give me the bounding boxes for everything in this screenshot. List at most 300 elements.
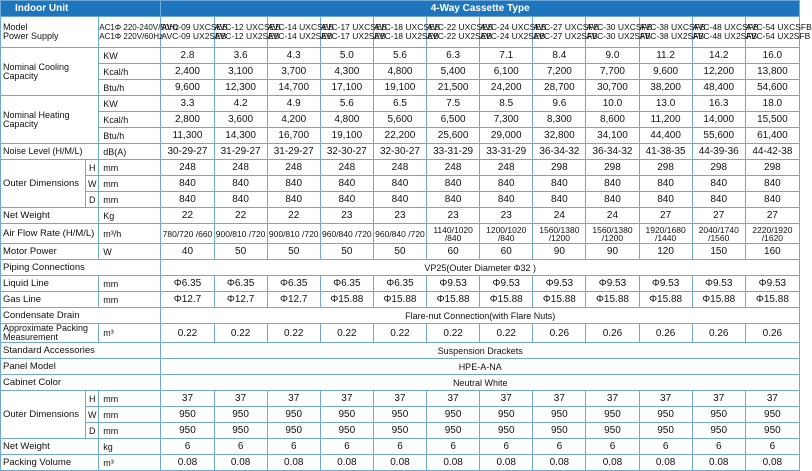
value-cell: 16.0	[745, 48, 799, 64]
value-cell: 950	[639, 407, 692, 423]
value-cell: 37	[745, 391, 799, 407]
value-cell: 120	[639, 244, 692, 260]
value-cell: 0.08	[480, 455, 533, 471]
value-cell: 840	[745, 176, 799, 192]
value-cell: 30-29-27	[161, 144, 214, 160]
value-cell: 950	[586, 423, 639, 439]
noise-level-label: Noise Level (H/M/L)	[1, 144, 99, 160]
value-cell: 37	[320, 391, 373, 407]
heating-capacity-unit: Btu/h	[99, 128, 161, 144]
motor-power-row	[1, 244, 800, 260]
value-cell: Φ12.7	[214, 292, 267, 308]
value-cell: 32-30-27	[373, 144, 426, 160]
heating-capacity-row	[1, 112, 800, 128]
value-cell: Φ9.53	[692, 276, 745, 292]
value-cell: 44,400	[639, 128, 692, 144]
value-cell: 12,200	[692, 64, 745, 80]
value-cell: 900/810 /720	[267, 224, 320, 244]
value-cell: Φ9.53	[745, 276, 799, 292]
value-cell: 90	[586, 244, 639, 260]
piping-connections-value: VP25(Outer Diameter Φ32 )	[161, 260, 800, 276]
value-cell: 4,300	[320, 64, 373, 80]
model-name-line1: AVC-48 UXCSFB	[692, 22, 759, 32]
value-cell: Φ12.7	[267, 292, 320, 308]
value-cell: 6.3	[427, 48, 480, 64]
value-cell: 0.08	[745, 455, 799, 471]
model-cell	[427, 17, 494, 48]
value-cell: 6.5	[373, 96, 426, 112]
value-cell: 0.22	[214, 324, 267, 343]
power-supply-cell	[99, 17, 179, 48]
value-cell: 11,200	[639, 112, 692, 128]
value-cell: 18.0	[745, 96, 799, 112]
value-cell: 950	[161, 407, 214, 423]
value-cell: 9,600	[639, 64, 692, 80]
model-name-line1: AVC-17 UXCSEB	[320, 22, 388, 32]
value-cell: 5,600	[373, 112, 426, 128]
piping-connections-row	[1, 260, 800, 276]
value-cell: 840	[320, 192, 373, 208]
value-cell: 0.08	[586, 455, 639, 471]
value-cell: 840	[427, 176, 480, 192]
value-cell: 22,200	[373, 128, 426, 144]
outer-dimensions-row	[1, 160, 800, 176]
value-cell: 6	[692, 439, 745, 455]
value-cell: 11,300	[161, 128, 214, 144]
outer-dimensions-row	[1, 192, 800, 208]
value-cell: 950	[161, 423, 214, 439]
noise-level-row	[1, 144, 800, 160]
value-cell: 840	[267, 176, 320, 192]
model-name-line1: AVC-09 UXCSEB	[161, 22, 228, 32]
value-cell: 23	[427, 208, 480, 224]
value-cell: 50	[267, 244, 320, 260]
value-cell: 50	[373, 244, 426, 260]
value-cell: Φ15.88	[692, 292, 745, 308]
value-cell: 8.4	[533, 48, 586, 64]
value-cell: Φ15.88	[586, 292, 639, 308]
value-cell: 160	[745, 244, 799, 260]
liquid-line-label: Liquid Line	[1, 276, 99, 292]
value-cell: 29,000	[480, 128, 533, 144]
value-cell: 6	[427, 439, 480, 455]
model-name-line2: AVC-17 UX2SEB	[320, 31, 386, 41]
value-cell: Φ15.88	[373, 292, 426, 308]
piping-connections-label: Piping Connections	[1, 260, 161, 276]
value-cell: 16.3	[692, 96, 745, 112]
indoor-unit-header: Indoor Unit	[1, 1, 161, 17]
value-cell: 2,800	[161, 112, 214, 128]
value-cell: 4.3	[267, 48, 320, 64]
value-cell: 0.08	[692, 455, 745, 471]
value-cell: 960/840 /720	[320, 224, 373, 244]
value-cell: 0.22	[320, 324, 373, 343]
value-cell: 3.6	[214, 48, 267, 64]
value-cell: Φ15.88	[639, 292, 692, 308]
value-cell: 41-38-35	[639, 144, 692, 160]
value-cell: 37	[427, 391, 480, 407]
value-cell: 960/840 /720	[373, 224, 426, 244]
outer-dimensions-unit: mm	[99, 176, 161, 192]
cooling-capacity-row	[1, 80, 800, 96]
packing-measure-label: Approximate Packing Measurement	[1, 324, 99, 343]
power-supply-50hz: AC1Φ 220-240V/50Hz	[99, 23, 179, 32]
power-supply-60hz: AC1Φ 220V/60Hz	[99, 32, 163, 41]
packing-measure-unit: m³	[99, 324, 161, 343]
panel-dimensions-unit: mm	[99, 423, 161, 439]
value-cell: 25,600	[427, 128, 480, 144]
value-cell: 840	[692, 192, 745, 208]
panel-dimensions-axis: W	[86, 407, 99, 423]
value-cell: 6	[745, 439, 799, 455]
value-cell: 90	[533, 244, 586, 260]
value-cell: 5.6	[320, 96, 373, 112]
value-cell: 0.26	[745, 324, 799, 343]
model-label	[1, 17, 99, 48]
value-cell: 840	[480, 192, 533, 208]
model-name-line2: AVC-12 UX2SEB	[214, 31, 280, 41]
value-cell: 950	[373, 423, 426, 439]
model-cell	[745, 17, 812, 48]
value-cell: 6,500	[427, 112, 480, 128]
value-cell: 0.26	[639, 324, 692, 343]
model-cell	[320, 17, 388, 48]
value-cell: 30,700	[586, 80, 639, 96]
value-cell: 248	[267, 160, 320, 176]
value-cell: 298	[745, 160, 799, 176]
spec-table-body	[1, 1, 812, 471]
value-cell: 9.0	[586, 48, 639, 64]
value-cell: 900/810 /720	[214, 224, 267, 244]
value-cell: 61,400	[745, 128, 799, 144]
value-cell: 150	[692, 244, 745, 260]
value-cell: 950	[480, 423, 533, 439]
value-cell: 6	[639, 439, 692, 455]
heating-capacity-unit: KW	[99, 96, 161, 112]
motor-power-unit: W	[99, 244, 161, 260]
value-cell: 3,700	[267, 64, 320, 80]
standard-accessories-value: Suspension Drackets	[161, 343, 800, 359]
model-name-line1: AVC-24 UXCSEB	[480, 22, 547, 32]
value-cell: 37	[267, 391, 320, 407]
value-cell: 0.26	[692, 324, 745, 343]
value-cell: 27	[692, 208, 745, 224]
outer-dimensions-label: Outer Dimensions	[1, 160, 86, 208]
value-cell: 48,400	[692, 80, 745, 96]
value-cell: 840	[692, 176, 745, 192]
air-flow-unit: m³/h	[99, 224, 161, 244]
value-cell: 950	[373, 407, 426, 423]
value-cell: 1140/1020 /840	[427, 224, 480, 244]
value-cell: 840	[214, 192, 267, 208]
model-name-line1: AVC-14 UXCSEB	[267, 22, 335, 32]
value-cell: 22	[267, 208, 320, 224]
value-cell: 7,700	[586, 64, 639, 80]
value-cell: 840	[427, 192, 480, 208]
value-cell: 7,300	[480, 112, 533, 128]
outer-dimensions-axis: W	[86, 176, 99, 192]
value-cell: Φ15.88	[745, 292, 799, 308]
value-cell: 298	[639, 160, 692, 176]
gas-line-label: Gas Line	[1, 292, 99, 308]
value-cell: 840	[586, 192, 639, 208]
value-cell: 15,500	[745, 112, 799, 128]
cabinet-color-label: Cabinet Color	[1, 375, 161, 391]
value-cell: 950	[745, 423, 799, 439]
value-cell: 0.22	[427, 324, 480, 343]
value-cell: 4,200	[267, 112, 320, 128]
model-name-line2: AVC-38 UX2SFB	[639, 31, 705, 41]
value-cell: 31-29-27	[267, 144, 320, 160]
value-cell: 33-31-29	[427, 144, 480, 160]
value-cell: 0.26	[586, 324, 639, 343]
outer-dimensions-row	[1, 176, 800, 192]
heating-capacity-row	[1, 128, 800, 144]
heating-capacity-row	[1, 96, 800, 112]
value-cell: 13.0	[639, 96, 692, 112]
panel-dimensions-row	[1, 391, 800, 407]
value-cell: 6	[586, 439, 639, 455]
value-cell: 950	[480, 407, 533, 423]
value-cell: 840	[161, 192, 214, 208]
value-cell: 0.08	[214, 455, 267, 471]
cabinet-color-value: Neutral White	[161, 375, 800, 391]
model-name-line1: AVC-18 UXCSEB	[373, 22, 441, 32]
model-cell	[533, 17, 600, 48]
value-cell: 44-39-36	[692, 144, 745, 160]
packing-volume-row	[1, 455, 800, 471]
model-row	[1, 17, 800, 48]
air-flow-label: Air Flow Rate (H/M/L)	[1, 224, 99, 244]
model-label-line1: Model	[3, 22, 28, 32]
value-cell: 950	[320, 407, 373, 423]
value-cell: 0.22	[267, 324, 320, 343]
condensate-drain-value: Flare-nut Connection(with Flare Nuts)	[161, 308, 800, 324]
value-cell: 840	[214, 176, 267, 192]
value-cell: 950	[320, 423, 373, 439]
value-cell: 54,600	[745, 80, 799, 96]
model-name-line1: AVC-12 UXCSEB	[214, 22, 281, 32]
value-cell: 14,700	[267, 80, 320, 96]
value-cell: 248	[480, 160, 533, 176]
value-cell: 37	[692, 391, 745, 407]
value-cell: 0.26	[533, 324, 586, 343]
model-name-line1: AVC-54 UXCSFB	[745, 22, 812, 32]
value-cell: 24	[533, 208, 586, 224]
value-cell: 6	[320, 439, 373, 455]
value-cell: 4.9	[267, 96, 320, 112]
value-cell: 50	[214, 244, 267, 260]
value-cell: 840	[373, 192, 426, 208]
value-cell: 950	[427, 407, 480, 423]
value-cell: 2220/1920 /1620	[745, 224, 799, 244]
value-cell: 3,600	[214, 112, 267, 128]
value-cell: 950	[214, 407, 267, 423]
value-cell: 4,800	[373, 64, 426, 80]
outer-dimensions-axis: H	[86, 160, 99, 176]
value-cell: 0.08	[267, 455, 320, 471]
value-cell: 21,500	[427, 80, 480, 96]
value-cell: 27	[639, 208, 692, 224]
value-cell: 840	[639, 176, 692, 192]
value-cell: 840	[373, 176, 426, 192]
gas-line-row	[1, 292, 800, 308]
value-cell: 7.5	[427, 96, 480, 112]
packing-volume-unit: m³	[99, 455, 161, 471]
value-cell: 0.22	[161, 324, 214, 343]
value-cell: 14,300	[214, 128, 267, 144]
value-cell: 19,100	[373, 80, 426, 96]
value-cell: 5,400	[427, 64, 480, 80]
value-cell: 19,100	[320, 128, 373, 144]
model-name-line2: AVC-24 UX2SEB	[480, 31, 546, 41]
model-name-line2: AVC-30 UX2SFB	[586, 31, 651, 41]
cooling-capacity-unit: Btu/h	[99, 80, 161, 96]
value-cell: Φ15.88	[427, 292, 480, 308]
value-cell: 840	[320, 176, 373, 192]
value-cell: 3,100	[214, 64, 267, 80]
value-cell: 31-29-27	[214, 144, 267, 160]
value-cell: 248	[320, 160, 373, 176]
value-cell: 950	[692, 423, 745, 439]
value-cell: 950	[639, 423, 692, 439]
value-cell: 32,800	[533, 128, 586, 144]
value-cell: 22	[214, 208, 267, 224]
panel-model-label: Panel Model	[1, 359, 161, 375]
value-cell: 2040/1740 /1560	[692, 224, 745, 244]
value-cell: Φ15.88	[480, 292, 533, 308]
panel-dimensions-unit: mm	[99, 407, 161, 423]
value-cell: 0.22	[480, 324, 533, 343]
value-cell: 33-31-29	[480, 144, 533, 160]
value-cell: 950	[745, 407, 799, 423]
value-cell: Φ15.88	[320, 292, 373, 308]
value-cell: 0.08	[320, 455, 373, 471]
value-cell: 13,800	[745, 64, 799, 80]
value-cell: 7,200	[533, 64, 586, 80]
gas-line-unit: mm	[99, 292, 161, 308]
value-cell: 2,400	[161, 64, 214, 80]
value-cell: 37	[214, 391, 267, 407]
model-cell	[161, 17, 228, 48]
value-cell: 840	[161, 176, 214, 192]
value-cell: 1200/1020 /840	[480, 224, 533, 244]
value-cell: 1920/1680 /1440	[639, 224, 692, 244]
value-cell: 22	[161, 208, 214, 224]
value-cell: 37	[586, 391, 639, 407]
value-cell: 0.08	[427, 455, 480, 471]
value-cell: 1560/1380 /1200	[586, 224, 639, 244]
panel-net-weight-row	[1, 439, 800, 455]
value-cell: 60	[480, 244, 533, 260]
value-cell: 16,700	[267, 128, 320, 144]
panel-net-weight-unit: kg	[99, 439, 161, 455]
liquid-line-unit: mm	[99, 276, 161, 292]
outer-dimensions-unit: mm	[99, 192, 161, 208]
cooling-capacity-unit: Kcal/h	[99, 64, 161, 80]
value-cell: 8,300	[533, 112, 586, 128]
model-name-line1: AVC-30 UXCSFB	[586, 22, 653, 32]
value-cell: 4,800	[320, 112, 373, 128]
panel-dimensions-label: Outer Dimensions	[1, 391, 86, 439]
model-name-line2: AVC-54 UX2SFB	[745, 31, 811, 41]
value-cell: 8.5	[480, 96, 533, 112]
value-cell: 6	[533, 439, 586, 455]
liquid-line-row	[1, 276, 800, 292]
value-cell: 14.2	[692, 48, 745, 64]
value-cell: Φ9.53	[533, 276, 586, 292]
panel-dimensions-row	[1, 407, 800, 423]
value-cell: 298	[586, 160, 639, 176]
value-cell: 32-30-27	[320, 144, 373, 160]
value-cell: 5.0	[320, 48, 373, 64]
value-cell: 10.0	[586, 96, 639, 112]
panel-dimensions-row	[1, 423, 800, 439]
model-name-line1: AVC-27 UXCSFB	[533, 22, 600, 32]
value-cell: 14,000	[692, 112, 745, 128]
panel-dimensions-unit: mm	[99, 391, 161, 407]
value-cell: 37	[639, 391, 692, 407]
value-cell: 23	[480, 208, 533, 224]
value-cell: Φ9.53	[480, 276, 533, 292]
value-cell: 950	[533, 423, 586, 439]
value-cell: 248	[214, 160, 267, 176]
condensate-drain-row	[1, 308, 800, 324]
value-cell: 12,300	[214, 80, 267, 96]
value-cell: Φ9.53	[586, 276, 639, 292]
cooling-capacity-row	[1, 64, 800, 80]
value-cell: Φ6.35	[214, 276, 267, 292]
heating-capacity-label: Nominal Heating Capacity	[1, 96, 99, 144]
value-cell: 248	[373, 160, 426, 176]
value-cell: 840	[533, 192, 586, 208]
value-cell: 780/720 /660	[161, 224, 214, 244]
value-cell: 2.8	[161, 48, 214, 64]
value-cell: 37	[480, 391, 533, 407]
value-cell: 6	[214, 439, 267, 455]
cooling-capacity-unit: KW	[99, 48, 161, 64]
panel-net-weight-label: Net Weight	[1, 439, 99, 455]
value-cell: 50	[320, 244, 373, 260]
value-cell: Φ15.88	[533, 292, 586, 308]
outer-dimensions-axis: D	[86, 192, 99, 208]
value-cell: 950	[267, 407, 320, 423]
value-cell: 840	[639, 192, 692, 208]
panel-dimensions-axis: D	[86, 423, 99, 439]
model-cell	[480, 17, 547, 48]
value-cell: 24	[586, 208, 639, 224]
value-cell: 0.08	[533, 455, 586, 471]
value-cell: 37	[533, 391, 586, 407]
value-cell: Φ6.35	[267, 276, 320, 292]
value-cell: 36-34-32	[586, 144, 639, 160]
value-cell: 40	[161, 244, 214, 260]
value-cell: 840	[480, 176, 533, 192]
model-name-line1: AVC-22 UXCSEB	[427, 22, 494, 32]
motor-power-label: Motor Power	[1, 244, 99, 260]
model-label-line2: Power Supply	[3, 31, 59, 41]
value-cell: 950	[533, 407, 586, 423]
model-cell	[692, 17, 759, 48]
value-cell: 950	[427, 423, 480, 439]
heating-capacity-unit: Kcal/h	[99, 112, 161, 128]
value-cell: 0.08	[161, 455, 214, 471]
model-cell	[214, 17, 281, 48]
value-cell: 24,200	[480, 80, 533, 96]
cabinet-color-row	[1, 375, 800, 391]
value-cell: 1560/1380 /1200	[533, 224, 586, 244]
model-name-line2: AVC-27 UX2SFB	[533, 31, 598, 41]
